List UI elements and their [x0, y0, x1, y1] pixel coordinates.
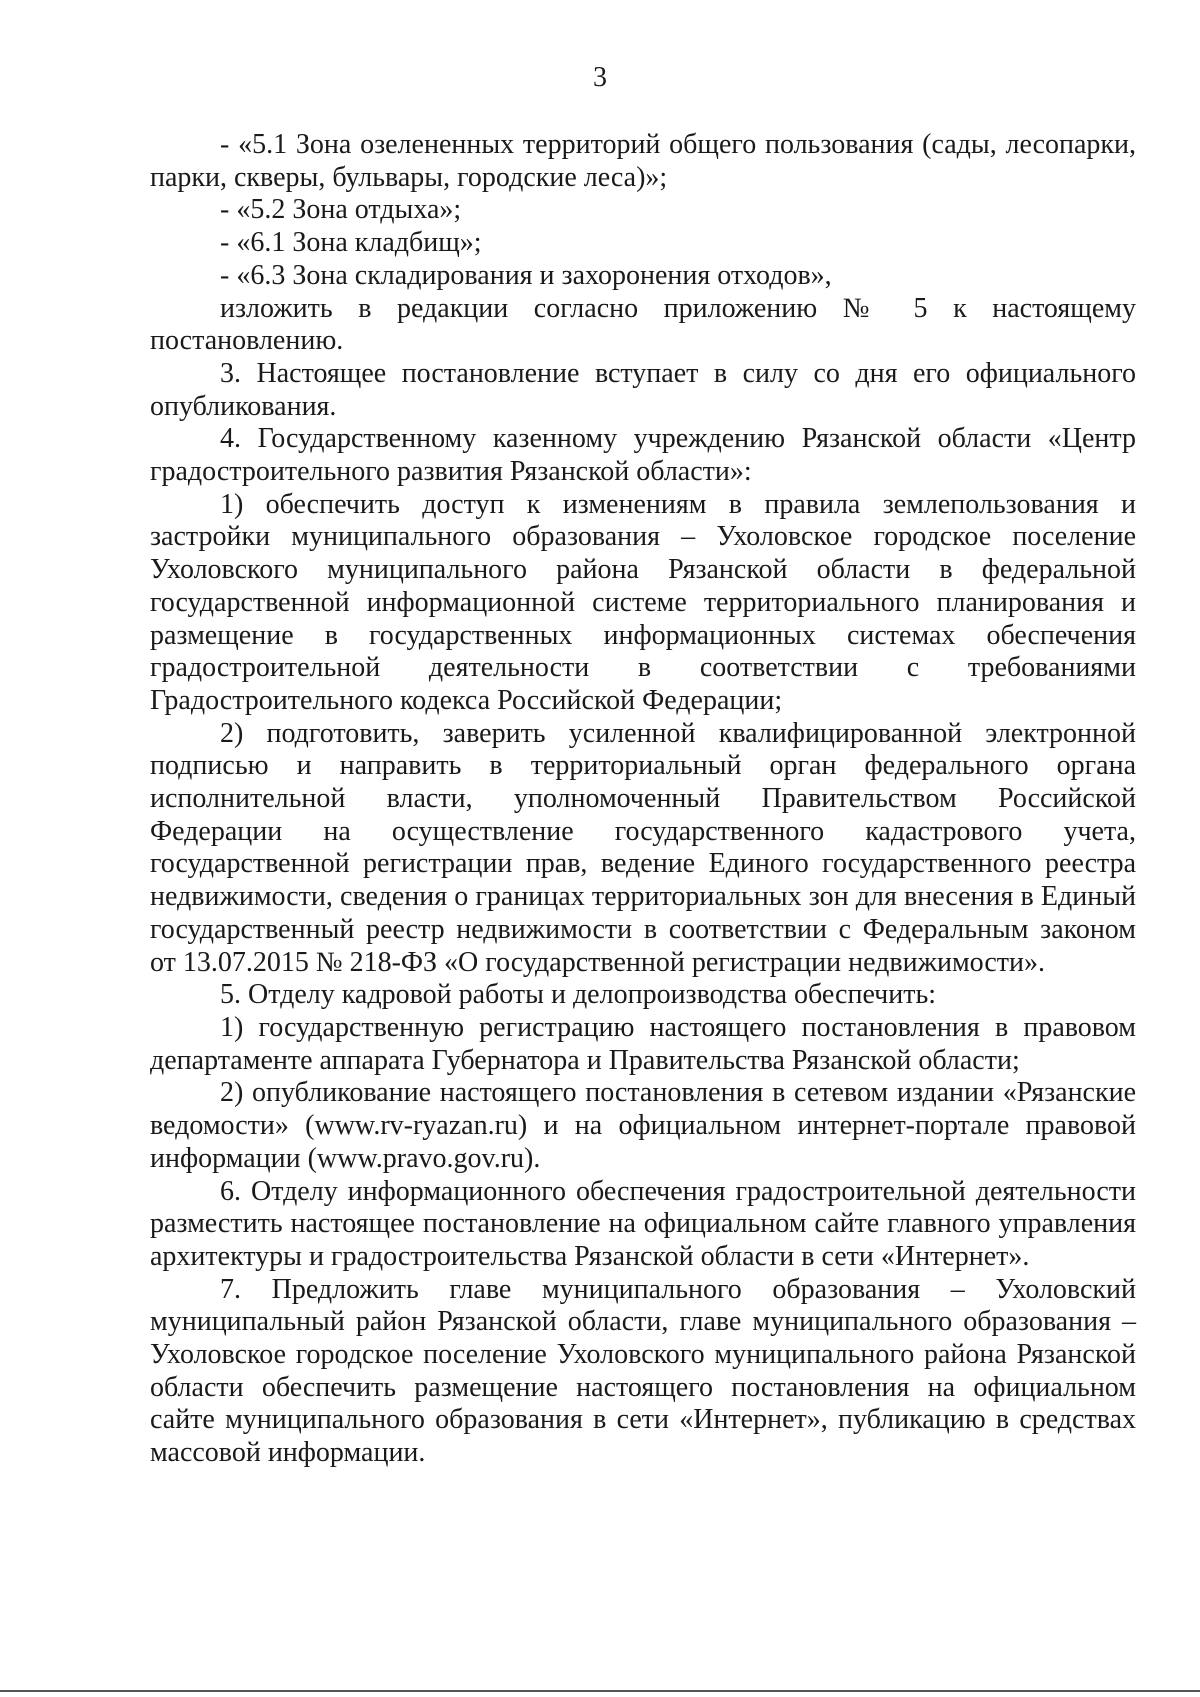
document-body	[150, 129, 1136, 1470]
paragraph-zone-5-1: - «5.1 Зона озелененных территорий общего пользования (сады, лесопарки, парки, скверы, бульвары, городские леса)»;	[150, 129, 1136, 193]
page-number: 3	[593, 62, 607, 93]
paragraph-item-4-1: 1) обеспечить доступ к изменениям в правила землепользования и застройки муниципального образования – Ухоловское городское поселение Ухоловского муниципального района Рязанской области в федеральной государственной информационной системе территориального планирования и размещение в государственных информационных системах обеспечения градостроительной деятельности в соответствии с требованиями Градостроительного кодекса Российской Федерации;	[150, 488, 1136, 716]
paragraph-zone-6-3: - «6.3 Зона складирования и захоронения отходов»,	[220, 259, 832, 291]
paragraph-item-3: 3. Настоящее постановление вступает в силу со дня его официального опубликования.	[150, 357, 1136, 422]
paragraph-item-5: 5. Отделу кадровой работы и делопроизводства обеспечить:	[220, 979, 937, 1011]
paragraph-appendix-5: изложить в редакции согласно приложению № 5 к настоящему постановлению.	[150, 292, 1136, 357]
paragraph-zone-6-1: - «6.1 Зона кладбищ»;	[220, 227, 482, 259]
paragraph-item-5-1: 1) государственную регистрацию настоящего постановления в правовом департаменте аппарата Губернатора и Правительства Рязанской области;	[150, 1011, 1136, 1076]
paragraph-item-7: 7. Предложить главе муниципального образования – Ухоловский муниципальный район Рязанской области, главе муниципального образования – Ухоловское городское поселение Ухоловского муниципального района Рязанской области обеспечить размещение настоящего постановления на официальном сайте муниципального образования в сети «Интернет», публикацию в средствах массовой информации.	[150, 1273, 1136, 1469]
paragraph-item-6: 6. Отделу информационного обеспечения градостроительной деятельности разместить настоящее постановление на официальном сайте главного управления архитектуры и градостроительства Рязанской области в сети «Интернет».	[150, 1175, 1136, 1272]
bottom-rule	[0, 1690, 1200, 1692]
paragraph-item-5-2: 2) опубликование настоящего постановления в сетевом издании «Рязанские ведомости» (www.rv-ryazan.ru) и на официальном интернет-портале правовой информации (www.pravo.gov.ru).	[150, 1077, 1136, 1174]
paragraph-item-4: 4. Государственному казенному учреждению Рязанской области «Центр градостроительного развития Рязанской области»:	[150, 423, 1136, 488]
paragraph-item-4-2: 2) подготовить, заверить усиленной квалифицированной электронной подписью и направить в территориальный орган федерального органа исполнительной власти, уполномоченный Правительством Российской Федерации на осуществление государственного кадастрового учета, государственной регистрации прав, ведение Единого государственного реестра недвижимости, сведения о границах территориальных зон для внесения в Единый государственный реестр недвижимости в соответствии с Федеральным законом от 13.07.2015 № 218-ФЗ «О государственной регистрации недвижимости».	[150, 717, 1136, 978]
paragraph-zone-5-2: - «5.2 Зона отдыха»;	[220, 194, 462, 226]
